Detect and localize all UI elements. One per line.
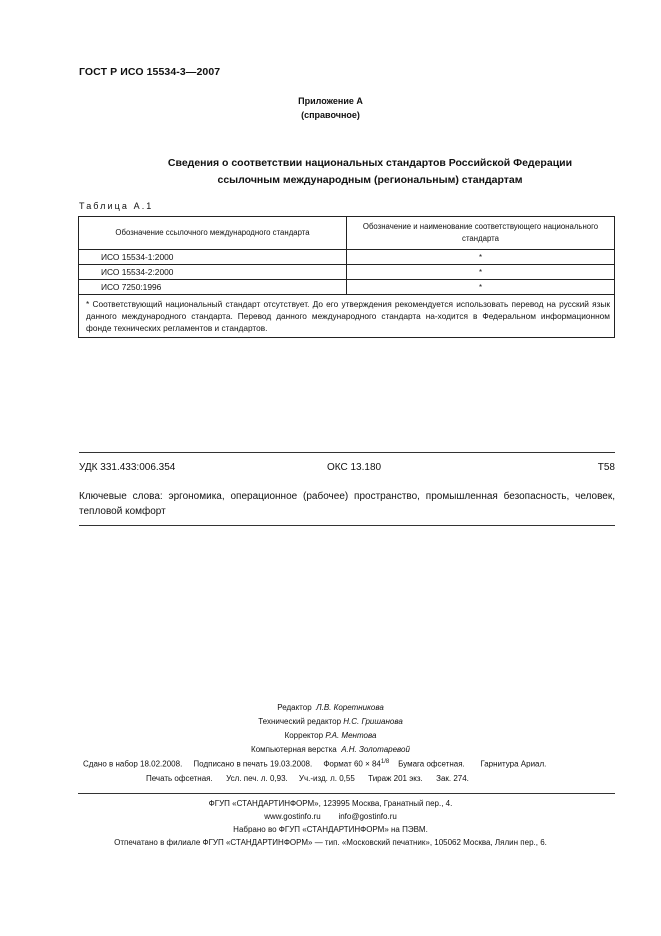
address-line: Отпечатано в филиале ФГУП «СТАНДАРТИНФОРМ» — тип. «Московский печатник», 105062 Москва, Лялин пер., 6. (114, 838, 547, 847)
appendix-title: Приложение А (298, 96, 363, 106)
appendix-kind: (справочное) (301, 110, 360, 120)
divider (79, 525, 615, 526)
table-header-cell: Обозначение ссылочного международного стандарта (79, 217, 347, 250)
table-cell: ИСО 7250:1996 (79, 280, 347, 295)
table-cell: * (347, 250, 615, 265)
publishing-line-1: Сдано в набор 18.02.2008. Подписано в печать 19.03.2008. Формат $60 \times 84^{1/8}$ Бумага офсетная. Гарнитура Ариал. (83, 759, 547, 769)
table-cell: ИСО 15534-2:2000 (79, 265, 347, 280)
publishing-line-2: Печать офсетная. Усл. печ. л. 0,93. Уч.-изд. л. 0,55 Тираж 201 экз. Зак. 274. (146, 774, 469, 783)
credit-layout: Компьютерная верстка А.Н. Золотаревой (251, 745, 410, 754)
table-footnote: * Соответствующий национальный стандарт отсутствует. До его утверждения рекомендуется использовать перевод на русский язык данного международного стандарта. Перевод данного международного стандарта на-ходится в Федеральном информационном фонде технических регламентов и стандартов. (79, 295, 615, 338)
table-row (79, 265, 615, 280)
table-row (79, 250, 615, 265)
table-cell: * (347, 280, 615, 295)
table-header-cell: Обозначение и наименование соответствующего национального стандарта (347, 217, 615, 250)
address-line: Набрано во ФГУП «СТАНДАРТИНФОРМ» на ПЭВМ. (233, 825, 428, 834)
address-line: ФГУП «СТАНДАРТИНФОРМ», 123995 Москва, Гранатный пер., 4. (208, 799, 453, 808)
publisher-address (0, 797, 661, 849)
category-code: Т58 (597, 462, 615, 473)
correspondence-table (78, 216, 615, 338)
section-title-line-2: ссылочным международным (региональным) стандартам (217, 174, 523, 186)
divider (78, 793, 615, 794)
divider (79, 452, 615, 453)
table-row (79, 280, 615, 295)
credit-editor: Редактор Л.В. Коретникова (277, 703, 384, 712)
section-title (80, 155, 660, 189)
oks-code: ОКС 13.180 (327, 462, 382, 473)
credits-block (0, 701, 661, 757)
table-cell: * (347, 265, 615, 280)
table-header-row (79, 217, 615, 250)
credit-tech-editor: Технический редактор Н.С. Гришанова (258, 717, 403, 726)
address-line: www.gostinfo.ru info@gostinfo.ru (264, 812, 397, 821)
document-header: ГОСТ Р ИСО 15534-3—2007 (79, 66, 221, 78)
keywords: Ключевые слова: эргономика, операционное (рабочее) пространство, промышленная безопасность, человек, тепловой комфорт (79, 491, 615, 517)
table-cell: ИСО 15534-1:2000 (79, 250, 347, 265)
table-note-row (79, 295, 615, 338)
section-title-line-1: Сведения о соответствии национальных стандартов Российской Федерации (167, 157, 573, 169)
table-label: Таблица А.1 (79, 201, 154, 211)
udc-code: УДК 331.433:006.354 (79, 462, 176, 473)
credit-corrector: Корректор Р.А. Ментова (284, 731, 377, 740)
